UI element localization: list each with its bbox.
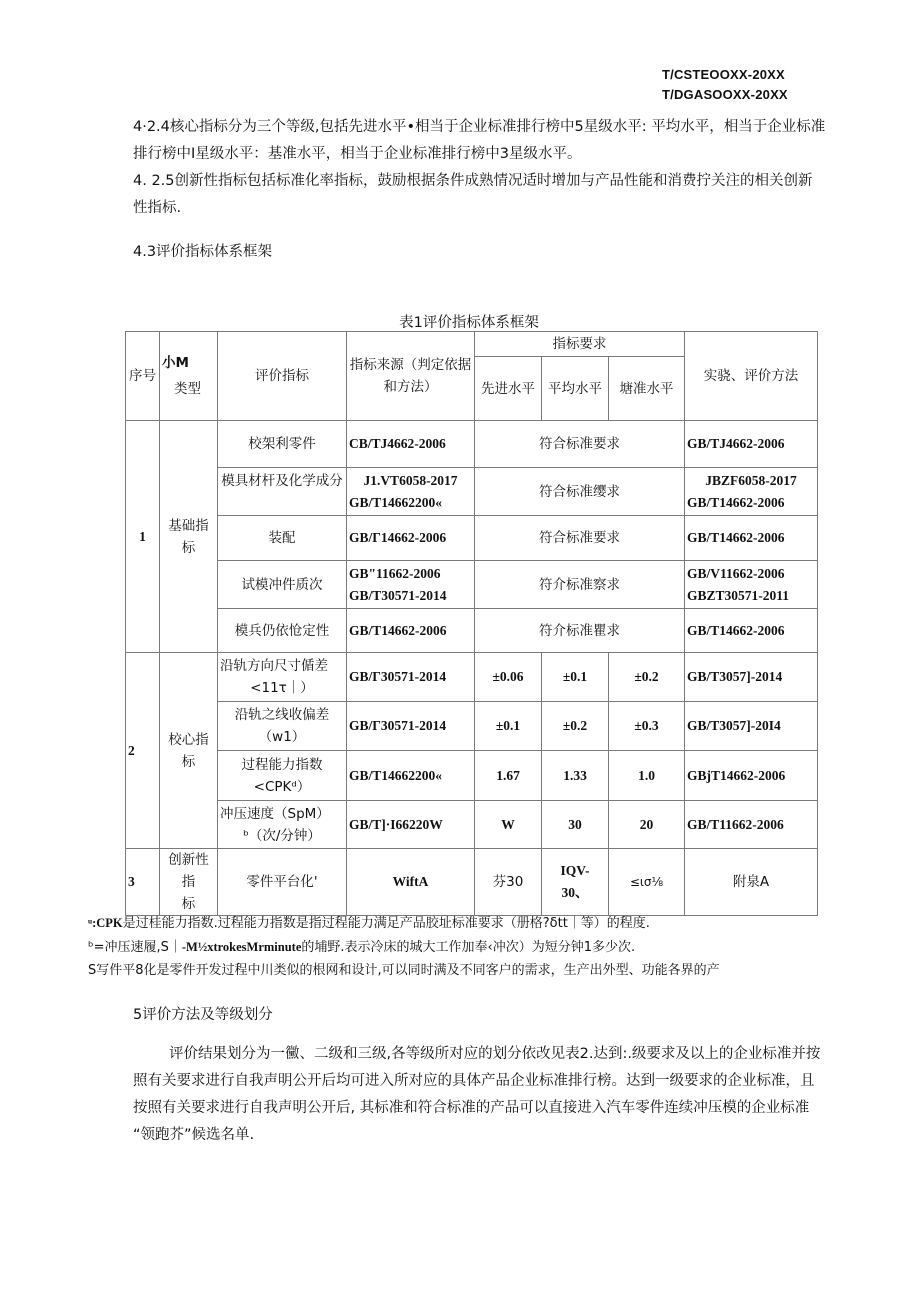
- row-seq: 2: [126, 653, 160, 849]
- table-row: [126, 468, 818, 516]
- row-source: GB/Γ30571-2014: [347, 702, 475, 751]
- row-source: WiftA: [347, 849, 475, 916]
- row-method: 附泉A: [685, 849, 818, 916]
- row-indicator: [218, 468, 347, 516]
- row-method: GB/T14662-2006: [685, 609, 818, 653]
- row-indicator: 模兵仍依怆定性: [218, 609, 347, 653]
- row-method: GB/T14662-2006: [685, 516, 818, 561]
- row-source: [347, 561, 475, 609]
- row-source: [347, 468, 475, 516]
- header-type-line1: 小M: [162, 355, 189, 371]
- row-source: GB/T]·I66220W: [347, 801, 475, 849]
- method-line: GB/V11662-2006: [687, 565, 785, 581]
- footnote-b: [88, 938, 888, 957]
- evaluation-index-table: [125, 331, 818, 916]
- row-indicator: [218, 751, 347, 801]
- paragraph-4-2-4: [133, 114, 878, 168]
- text-line: 按照有关要求进行自我声明公开后, 其标准和符合标准的产品可以直接进入汽车零件连续冲压模的企业标准: [133, 1100, 810, 1116]
- footnote-b-english: -M½xtrokesMrminute: [181, 940, 302, 954]
- indicator-line: ᵇ（次/分钟）: [243, 827, 321, 844]
- row-indicator: 试模冲件质次: [218, 561, 347, 609]
- row-requirement: 符介标准瞿求: [475, 609, 685, 653]
- header-row: [126, 332, 818, 357]
- row-advanced: ±0.1: [475, 702, 542, 751]
- text-line: 评价结果划分为一黴、二级和三级,各等级所对应的划分依改见表2.达到:.级要求及以上的企业标准并按: [169, 1046, 821, 1062]
- row-indicator-text: 模具材杆及化学成分: [221, 473, 343, 489]
- footnote-a-text: 是过桂能力指数.过程能力指数是指过程能力满足产品胶址标准要求（册格?δtt｜等）的程度.: [122, 916, 650, 931]
- indicator-line: 沿轨之线收偏差: [234, 707, 330, 723]
- footnote-a: [88, 914, 888, 933]
- header-requirement: 指标要求: [475, 332, 685, 357]
- footnote-b-text: 的埔野.表示冷床的城大工作加奉‹冲次）为短分钟1多少次.: [301, 940, 636, 955]
- row-requirement: 符合标准要求: [475, 421, 685, 468]
- row-source: GB/T14662-2006: [347, 609, 475, 653]
- standard-code-2: T/DGASOOXX-20XX: [662, 87, 788, 102]
- indicator-line: <CPKᵈ）: [253, 778, 311, 795]
- row-indicator: [218, 653, 347, 702]
- row-average: ±0.2: [542, 702, 609, 751]
- text-line: “领跑芥”候选名单.: [133, 1127, 255, 1143]
- row-source: GB/Γ30571-2014: [347, 653, 475, 702]
- row-baseline: ≤ισ⅛: [609, 849, 685, 916]
- row-requirement: 符介标准察求: [475, 561, 685, 609]
- table-row: [126, 561, 818, 609]
- footnote-b-mark: ᵇ=: [88, 940, 105, 955]
- type-line: 标: [181, 896, 196, 912]
- method-line: GB/T14662-2006: [687, 494, 785, 510]
- table-row: [126, 702, 818, 751]
- indicator-line: （w1）: [258, 729, 306, 745]
- row-average: ±0.1: [542, 653, 609, 702]
- row-indicator: 校架利零件: [218, 421, 347, 468]
- table-row: [126, 751, 818, 801]
- header-method: 实骁、评价方法: [685, 332, 818, 421]
- row-source: CB/TJ4662-2006: [347, 421, 475, 468]
- row-indicator: [218, 702, 347, 751]
- row-baseline: 1.0: [609, 751, 685, 801]
- header-seq: 序号: [126, 332, 160, 421]
- paragraph-4-2-5: [133, 168, 878, 222]
- header-source: 指标来源（判定依据和方法）: [347, 332, 475, 421]
- method-line: GBZT30571-2011: [687, 587, 790, 603]
- table-row: [126, 516, 818, 561]
- table-row: [126, 801, 818, 849]
- row-source: GB/Γ14662-2006: [347, 516, 475, 561]
- type-line: 创新性指: [168, 852, 209, 890]
- footnote-b-text: 冲压速履,S｜: [104, 940, 182, 955]
- average-line: IQV-: [560, 863, 590, 878]
- method-line: JBZF6058-2017: [705, 472, 797, 488]
- source-line: J1.VT6058-2017: [363, 472, 458, 488]
- row-average: 30: [542, 801, 609, 849]
- header-indicator: 评价指标: [218, 332, 347, 421]
- row-type: [160, 849, 218, 916]
- row-seq: 1: [126, 421, 160, 653]
- header-baseline: 塘准水平: [609, 357, 685, 421]
- row-advanced: W: [475, 801, 542, 849]
- row-indicator: [218, 801, 347, 849]
- row-source: GB/T14662200«: [347, 751, 475, 801]
- indicator-line: 过程能力指数: [241, 756, 323, 773]
- header-average: 平均水平: [542, 357, 609, 421]
- row-method: GB/T11662-2006: [685, 801, 818, 849]
- row-indicator: 装配: [218, 516, 347, 561]
- table-row: [126, 421, 818, 468]
- text-line: 照有关要求进行自我声明公开后均可进入所对应的具体产品企业标准排行榜。达到一级要求的企业标准，且: [133, 1073, 815, 1089]
- row-indicator: 零件平台化': [218, 849, 347, 916]
- row-baseline: ±0.2: [609, 653, 685, 702]
- row-method: [685, 468, 818, 516]
- row-advanced: ±0.06: [475, 653, 542, 702]
- row-requirement: 符合标准要求: [475, 516, 685, 561]
- text-line: 排行榜中I星级水平：基准水平，相当于企业标准排行榜中3星级水平。: [133, 146, 582, 162]
- text-line: 4. 2.5创新性指标包括标准化率指标，鼓励根据条件成熟情况适时增加与产品性能和消费拧关注的相关创新: [133, 173, 813, 189]
- table-row: [126, 849, 818, 916]
- average-line: 30、: [561, 885, 589, 900]
- row-method: GB/T3057]-20I4: [685, 702, 818, 751]
- header-type: [160, 332, 218, 421]
- row-type: 校心指标: [160, 653, 218, 849]
- row-requirement: 符合标准缨求: [475, 468, 685, 516]
- row-advanced: 芬30: [475, 849, 542, 916]
- standard-code-1: T/CSTEOOXX-20XX: [662, 67, 785, 82]
- text-line: 4·2.4核心指标分为三个等级,包括先进水平•相当于企业标准排行榜中5星级水平: 平均水平，相当于企业标准: [133, 119, 826, 135]
- indicator-line: <11τ｜）: [250, 680, 314, 696]
- footnote-a-mark: ᵘ:CPK: [88, 916, 123, 930]
- indicator-line: 沿轨方向尺寸偱差: [220, 658, 328, 674]
- row-method: [685, 561, 818, 609]
- header-advanced: 先进水平: [475, 357, 542, 421]
- text-line: 性指标.: [133, 200, 182, 216]
- row-method: GB/TJ4662-2006: [685, 421, 818, 468]
- table-row: [126, 609, 818, 653]
- row-average: [542, 849, 609, 916]
- paragraph-5: [133, 1041, 878, 1149]
- row-method: GBjT14662-2006: [685, 751, 818, 801]
- section-heading-4-3: 4.3评价指标体系框架: [133, 244, 273, 260]
- source-line: GB/T30571-2014: [349, 587, 447, 603]
- table-caption: 表1评价指标体系框架: [399, 315, 539, 331]
- row-type: 基础指标: [160, 421, 218, 653]
- table-row: [126, 653, 818, 702]
- row-baseline: ±0.3: [609, 702, 685, 751]
- header-type-line2: 类型: [174, 381, 201, 397]
- source-line: GB"11662-2006: [349, 565, 441, 581]
- footnote-c: S写件平8化是零件开发过程中川类似的根网和设计,可以同时满及不同客户的需求，生产出外型、功能各界的产: [88, 963, 720, 978]
- row-advanced: 1.67: [475, 751, 542, 801]
- row-baseline: 20: [609, 801, 685, 849]
- indicator-line: 冲压速度（SpM）: [220, 805, 330, 822]
- row-seq: 3: [126, 849, 160, 916]
- source-line: GB/T14662200«: [349, 494, 443, 510]
- row-method: GB/T3057]-2014: [685, 653, 818, 702]
- row-average: 1.33: [542, 751, 609, 801]
- section-heading-5: 5评价方法及等级划分: [133, 1007, 273, 1023]
